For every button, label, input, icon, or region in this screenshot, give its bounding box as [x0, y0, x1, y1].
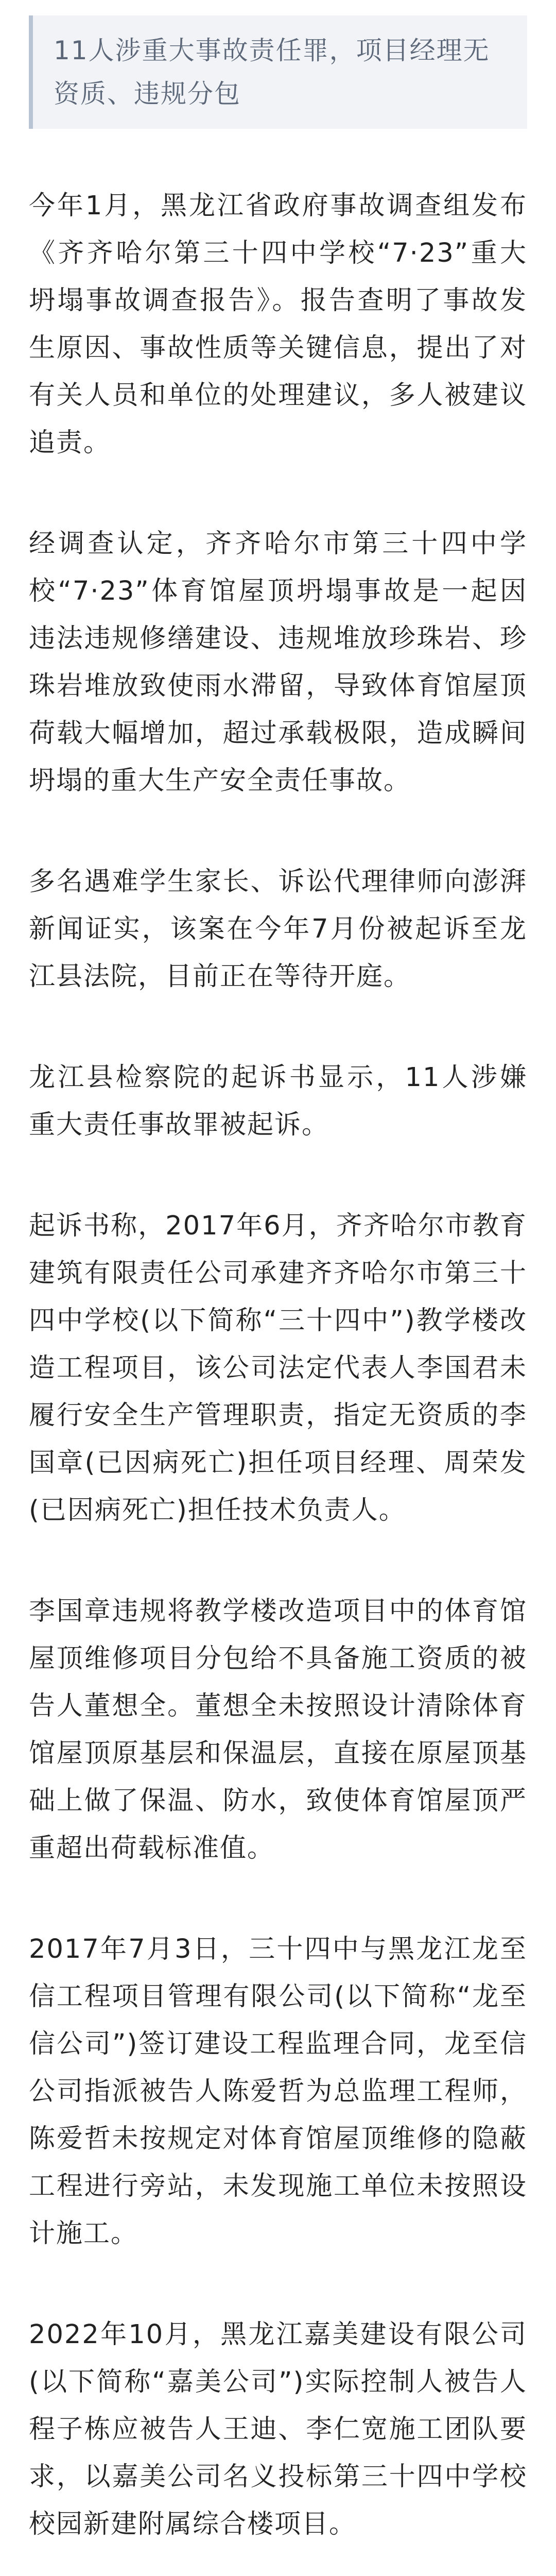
article-paragraph-2: 经调查认定，齐齐哈尔市第三十四中学校“7·23”体育馆屋顶坍塌事故是一起因违法违规修缮建设、违规堆放珍珠岩、珍珠岩堆放致使雨水滞留，导致体育馆屋顶荷载大幅增加，超过承载极限，造成瞬间坍塌的重大生产安全责任事故。	[29, 529, 527, 796]
article-paragraph-7: 2017年7月3日，三十四中与黑龙江龙至信工程项目管理有限公司(以下简称“龙至信公司”)签订建设工程监理合同，龙至信公司指派被告人陈爱哲为总监理工程师，陈爱哲未按规定对体育馆屋顶维修的隐蔽工程进行旁站，未发现施工单位未按照设计施工。	[29, 1934, 527, 2249]
section-subtitle: 11人涉重大事故责任罪，项目经理无资质、违规分包	[29, 15, 527, 129]
article-paragraph-6: 李国章违规将教学楼改造项目中的体育馆屋顶维修项目分包给不具备施工资质的被告人董想全。董想全未按照设计清除体育馆屋顶原基层和保温层，直接在原屋顶基础上做了保温、防水，致使体育馆屋顶严重超出荷载标准值。	[29, 1596, 527, 1863]
article-paragraph-5: 起诉书称，2017年6月，齐齐哈尔市教育建筑有限责任公司承建齐齐哈尔市第三十四中学校(以下简称“三十四中”)教学楼改造工程项目，该公司法定代表人李国君未履行安全生产管理职责，指定无资质的李国章(已因病死亡)担任项目经理、周荣发(已因病死亡)担任技术负责人。	[29, 1211, 527, 1526]
article-paragraph-4: 龙江县检察院的起诉书显示，11人涉嫌重大责任事故罪被起诉。	[29, 1062, 527, 1140]
article-paragraph-1: 今年1月，黑龙江省政府事故调查组发布《齐齐哈尔第三十四中学校“7·23”重大坍塌事故调查报告》。报告查明了事故发生原因、事故性质等关键信息，提出了对有关人员和单位的处理建议，多人被建议追责。	[29, 191, 527, 458]
article-paragraph-8: 2022年10月，黑龙江嘉美建设有限公司(以下简称“嘉美公司”)实际控制人被告人程子栋应被告人王迪、李仁宽施工团队要求，以嘉美公司名义投标第三十四中学校校园新建附属综合楼项目。	[29, 2319, 527, 2539]
article-paragraph-3: 多名遇难学生家长、诉讼代理律师向澎湃新闻证实，该案在今年7月份被起诉至龙江县法院，目前正在等待开庭。	[29, 867, 527, 992]
